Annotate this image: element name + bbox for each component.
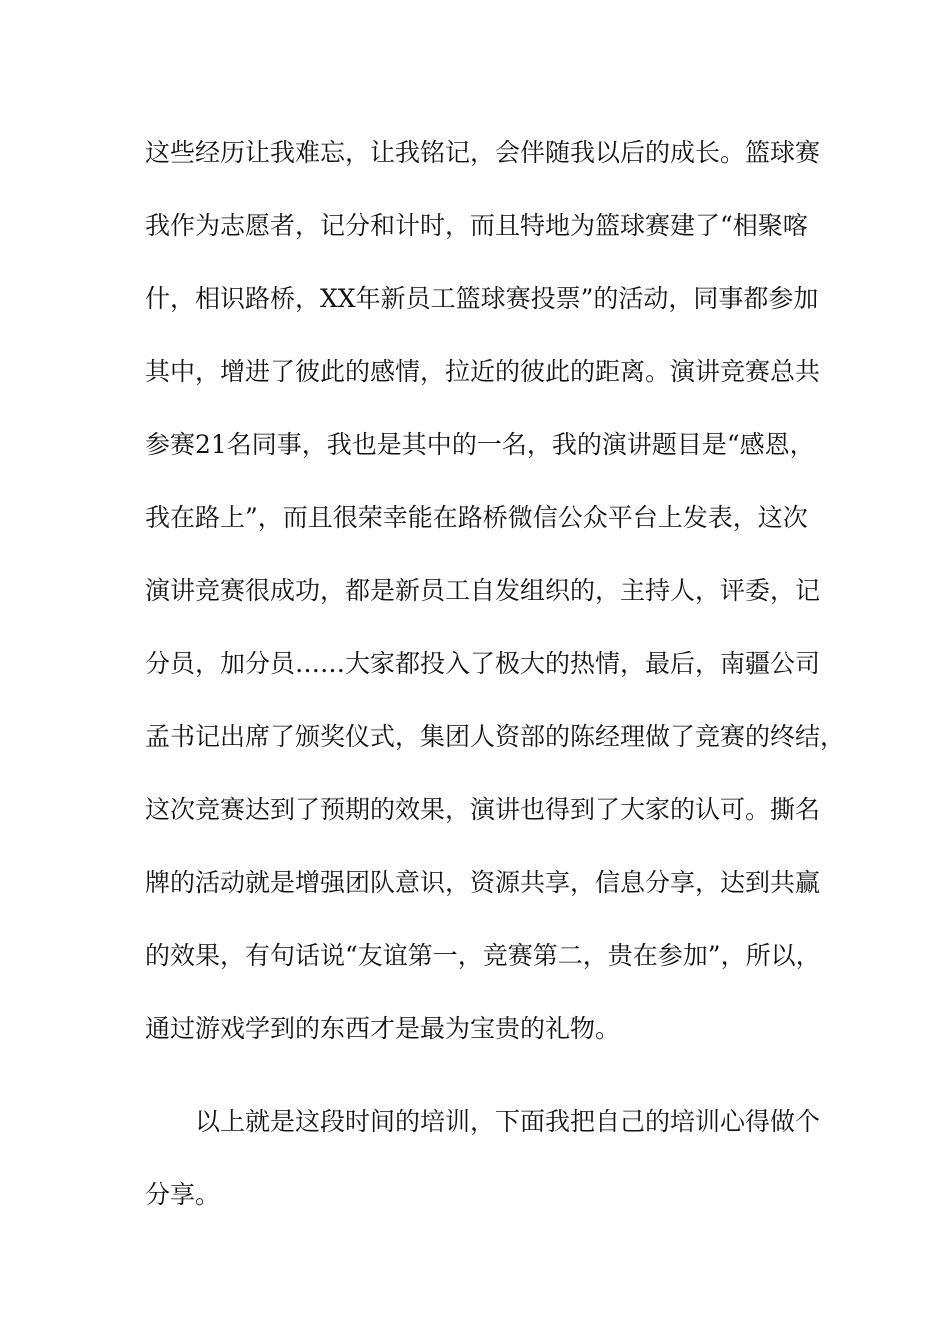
text-line: 我在路上”，而且很荣幸能在路桥微信公众平台上发表，这次 (145, 503, 808, 532)
text-line: 我作为志愿者，记分和计时，而且特地为篮球赛建了“相聚喀 (145, 211, 808, 240)
text-line: 孟书记出席了颁奖仪式，集团人资部的陈经理做了竞赛的终结， (145, 722, 846, 751)
paragraph-gap (145, 1077, 835, 1097)
text-line: 的效果，有句话说“友谊第一，竞赛第二，贵在参加”，所以， (145, 941, 821, 970)
text-line: 分享。 (145, 1180, 221, 1209)
text-line: 以上就是这段时间的培训，下面我把自己的培训心得做个 (195, 1107, 821, 1136)
text-line: 其中，增进了彼此的感情，拉近的彼此的距离。演讲竞赛总共 (145, 357, 821, 386)
text-line: 参赛21名同事，我也是其中的一名，我的演讲题目是“感恩， (145, 430, 815, 459)
text-line: 这次竞赛达到了预期的效果，演讲也得到了大家的认可。撕名 (145, 795, 821, 824)
document-body (145, 128, 846, 1243)
text-line: 通过游戏学到的东西才是最为宝贵的礼物。 (145, 1014, 621, 1043)
text-line: 什，相识路桥，XX年新员工篮球赛投票”的活动，同事都参加 (145, 284, 819, 313)
paragraph-1 (145, 128, 846, 1077)
paragraph-2 (145, 1097, 835, 1243)
text-line: 牌的活动就是增强团队意识，资源共享，信息分享，达到共赢 (145, 868, 821, 897)
text-line: 这些经历让我难忘，让我铭记，会伴随我以后的成长。篮球赛 (145, 138, 821, 167)
text-line: 分员，加分员……大家都投入了极大的热情，最后，南疆公司 (145, 649, 821, 678)
text-line: 演讲竞赛很成功，都是新员工自发组织的，主持人，评委，记 (145, 576, 821, 605)
